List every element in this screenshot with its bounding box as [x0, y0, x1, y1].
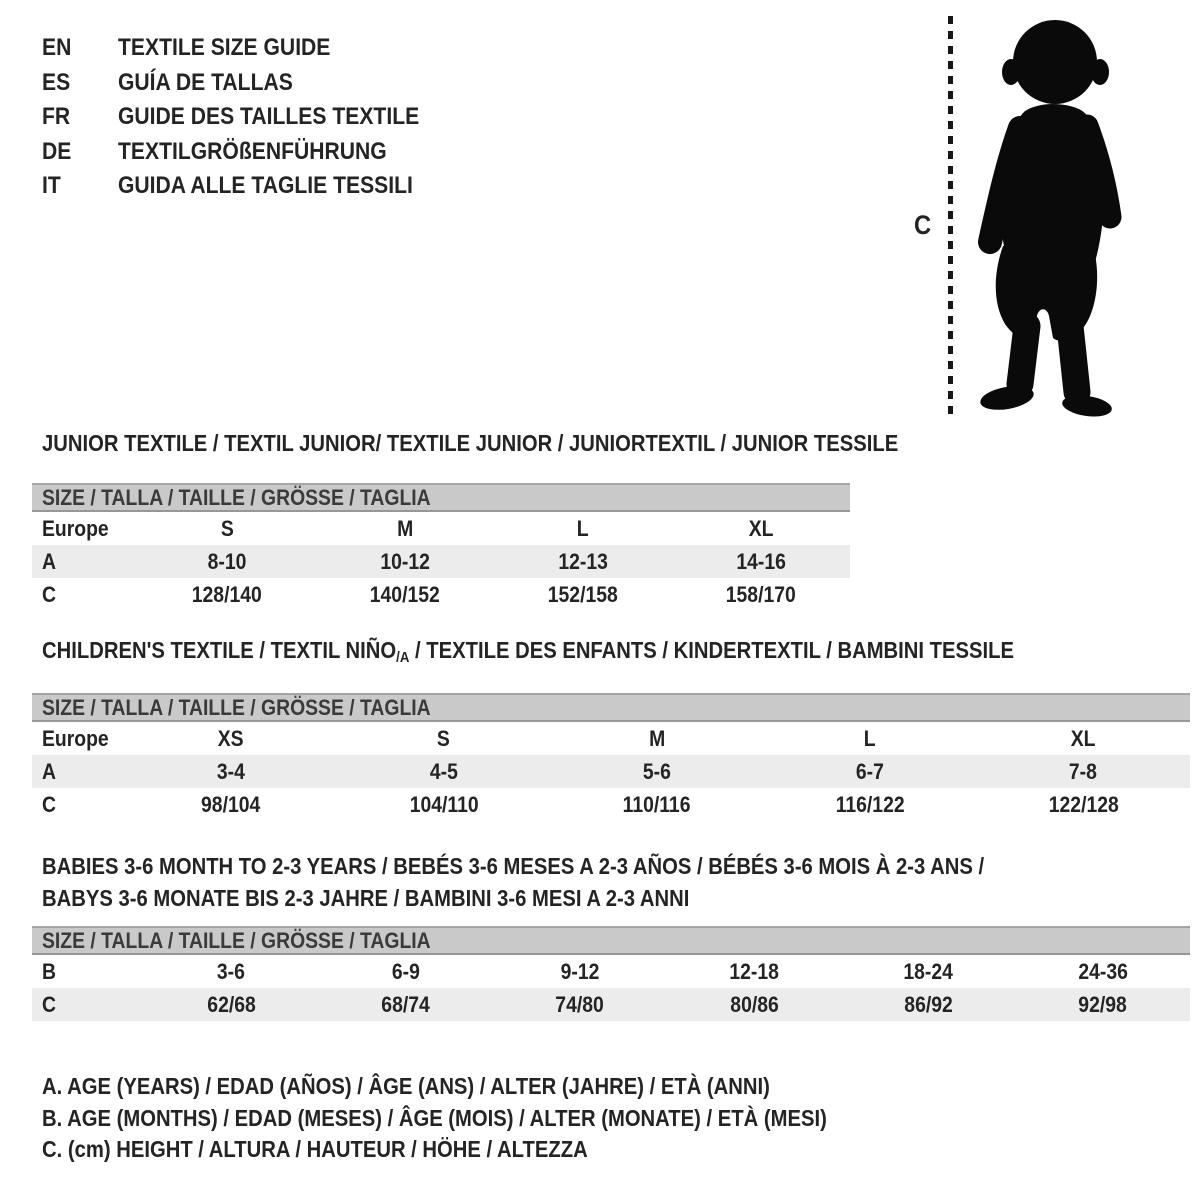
size-cell: XL — [1071, 725, 1096, 751]
value-cell: 98/104 — [200, 791, 261, 817]
value-cell: 12-18 — [729, 958, 779, 984]
size-cell: L — [577, 515, 589, 541]
value-cell: 68/74 — [381, 991, 430, 1017]
row-label-cell: B — [42, 958, 56, 984]
height-measure-dashed-line — [948, 16, 953, 418]
legend-line-b: B. AGE (MONTHS) / EDAD (MESES) / ÂGE (MOIS) / ALTER (MONATE) / ETÀ (MESI) — [42, 1104, 827, 1131]
language-title: GUÍA DE TALLAS — [118, 68, 293, 96]
value-cell: 9-12 — [560, 958, 600, 984]
value-cell: 8-10 — [207, 548, 247, 574]
height-measure-label: C — [914, 210, 932, 240]
row-label-cell: Europe — [42, 725, 109, 751]
measure-legend — [42, 1071, 934, 1166]
row-label-cell: C — [42, 581, 56, 607]
babies-section-title: BABIES 3-6 MONTH TO 2-3 YEARS / BEBÉS 3-6 MESES A 2-3 AÑOS / BÉBÉS 3-6 MOIS À 2-3 ANS / BABYS 3-6 MONATE BIS 2-3 JAHRE / BAMBINI 3-6 MESI A 2-3 ANNI — [42, 853, 985, 911]
size-header-band — [32, 693, 1190, 722]
table-row-height — [32, 788, 1190, 821]
value-cell: 110/116 — [623, 791, 691, 817]
row-label-cell: C — [42, 991, 56, 1017]
junior-size-table — [32, 483, 850, 611]
value-cell: 24-36 — [1078, 958, 1128, 984]
language-row — [42, 100, 460, 135]
row-label-cell: Europe — [42, 515, 109, 541]
value-cell: 152/158 — [548, 581, 618, 607]
language-code: EN — [42, 34, 72, 62]
babies-size-table — [32, 926, 1190, 1021]
language-title: GUIDE DES TAILLES TEXTILE — [118, 103, 420, 131]
size-header-label: SIZE / TALLA / TAILLE / GRÖSSE / TAGLIA — [42, 927, 431, 953]
language-title: TEXTILGRÖßENFÜHRUNG — [118, 137, 387, 165]
value-cell: 3-6 — [217, 958, 246, 984]
value-cell: 158/170 — [726, 581, 796, 607]
value-cell: 140/152 — [370, 581, 440, 607]
language-code: DE — [42, 137, 72, 165]
row-label-cell: C — [42, 791, 56, 817]
junior-section-title: JUNIOR TEXTILE / TEXTIL JUNIOR/ TEXTILE JUNIOR / JUNIORTEXTIL / JUNIOR TESSILE — [42, 430, 899, 456]
language-row — [42, 31, 460, 66]
language-row — [42, 169, 460, 204]
size-cell: XL — [748, 515, 774, 541]
size-cell: M — [648, 725, 666, 751]
size-cell: L — [864, 725, 877, 751]
legend-line-a: A. AGE (YEARS) / EDAD (AÑOS) / ÂGE (ANS) / ALTER (JAHRE) / ETÀ (ANNI) — [42, 1073, 770, 1099]
value-cell: 4-5 — [429, 758, 458, 784]
size-cell: M — [396, 515, 414, 541]
language-row — [42, 135, 460, 170]
language-title-list — [42, 31, 460, 204]
nino-a-subscript: /A — [396, 649, 410, 666]
baby-silhouette-icon — [963, 16, 1140, 420]
table-row-age-months — [32, 955, 1190, 988]
children-section-title: CHILDREN'S TEXTILE / TEXTIL $NIÑO_{/A}$ / TEXTILE DES ENFANTS / KINDERTEXTIL / BAMBINI TESSILE — [42, 637, 1015, 666]
value-cell: 74/80 — [555, 991, 605, 1017]
value-cell: 86/92 — [904, 991, 953, 1017]
size-header-band — [32, 483, 850, 512]
language-code: IT — [42, 172, 61, 200]
language-title: GUIDA ALLE TAGLIE TESSILI — [118, 172, 413, 200]
children-size-table — [32, 693, 1190, 821]
value-cell: 3-4 — [216, 758, 245, 784]
language-row — [42, 66, 460, 101]
value-cell: 80/86 — [729, 991, 779, 1017]
language-code: ES — [42, 68, 71, 96]
table-row-europe — [32, 722, 1190, 755]
language-code: FR — [42, 103, 71, 131]
table-row-europe — [32, 512, 850, 545]
value-cell: 128/140 — [192, 581, 262, 607]
value-cell: 18-24 — [903, 958, 954, 984]
table-row-age — [32, 755, 1190, 788]
value-cell: 6-9 — [391, 958, 420, 984]
value-cell: 92/98 — [1078, 991, 1128, 1017]
value-cell: 116/122 — [835, 791, 905, 817]
legend-line-c: C. (cm) HEIGHT / ALTURA / HAUTEUR / HÖHE / ALTEZZA — [42, 1136, 588, 1162]
size-header-band — [32, 926, 1190, 955]
value-cell: 10-12 — [380, 548, 430, 574]
row-label-cell: A — [42, 758, 56, 784]
table-row-age — [32, 545, 850, 578]
table-row-height — [32, 578, 850, 611]
size-header-label: SIZE / TALLA / TAILLE / GRÖSSE / TAGLIA — [42, 484, 431, 510]
size-cell: XS — [217, 725, 244, 751]
language-title: TEXTILE SIZE GUIDE — [118, 34, 331, 62]
size-cell: S — [220, 515, 234, 541]
value-cell: 14-16 — [736, 548, 786, 574]
value-cell: 5-6 — [643, 758, 671, 784]
size-cell: S — [437, 725, 451, 751]
row-label-cell: A — [42, 548, 56, 574]
table-row-height — [32, 988, 1190, 1021]
value-cell: 6-7 — [856, 758, 885, 784]
value-cell: 12-13 — [558, 548, 608, 574]
value-cell: 62/68 — [206, 991, 256, 1017]
value-cell: 122/128 — [1048, 791, 1119, 817]
size-header-label: SIZE / TALLA / TAILLE / GRÖSSE / TAGLIA — [42, 694, 431, 720]
value-cell: 104/110 — [409, 791, 479, 817]
value-cell: 7-8 — [1069, 758, 1098, 784]
